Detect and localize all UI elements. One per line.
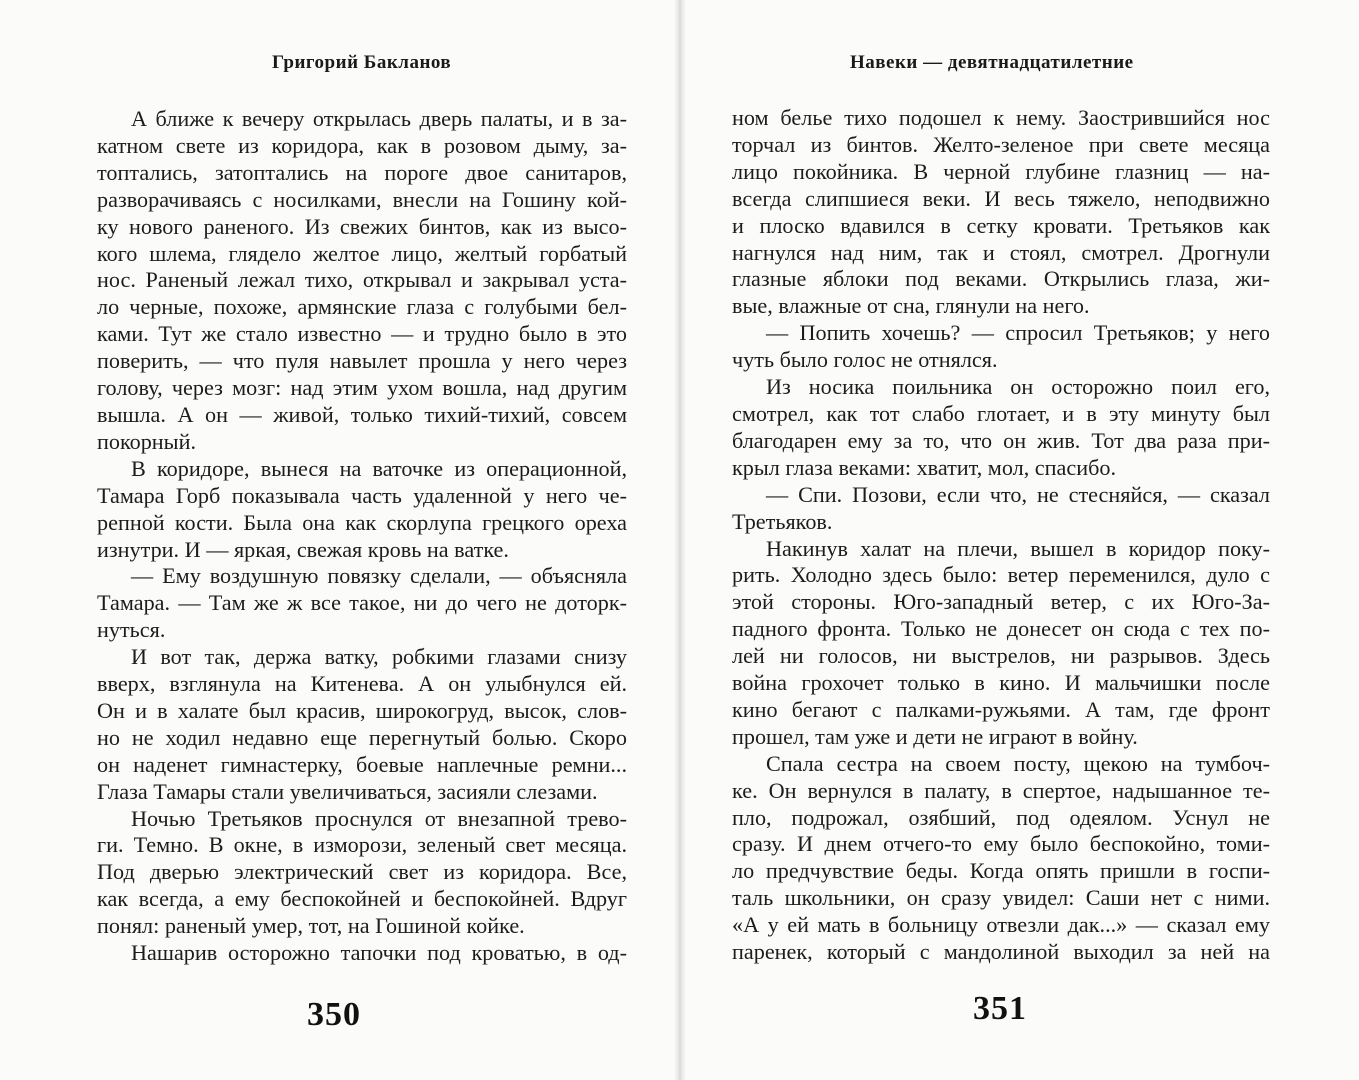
text-line: ку нового раненого. Из свежих бинтов, как из высо- [97,213,627,239]
text-line: вые, влажные от сна, глянули на него. [732,293,1090,319]
text-line: всегда слипшиеся веки. И весь тяжело, неподвижно [732,185,1270,211]
text-line: разворачиваясь с носилками, внесли на Гошину кой- [97,186,627,212]
text-line: крыл глаза веками: хватит, мол, спасибо. [732,454,1117,480]
text-line: чуть было голос не отнялся. [732,347,998,373]
text-line: Нашарив осторожно тапочки под кроватью, в од- [131,940,627,966]
text-line: И вот так, держа ватку, робкими глазами снизу [131,644,627,670]
text-line: кого шлема, глядело желтое лицо, желтый горбатый [97,240,627,266]
text-line: В коридоре, вынеся на ваточке из операционной, [131,455,627,481]
text-line: катном свете из коридора, как в розовом дыму, за- [97,132,627,158]
text-line: ги. Темно. В окне, в изморози, зеленый свет месяца. [97,832,627,858]
right-page-body [732,105,1270,966]
text-line: ке. Он вернулся в палату, в спертое, надышанное те- [732,777,1270,803]
text-line: лицо покойника. В черной глубине глазниц — на- [732,158,1270,184]
page-number-left: 350 [307,996,361,1033]
text-line: — Ему воздушную повязку сделали, — объясняла [131,563,627,589]
text-line: таль школьники, он сразу увидел: Саши нет с ними. [732,885,1270,911]
text-line: Тамара Горб показывала часть удаленной у него че- [97,482,627,508]
text-line: Накинув халат на плечи, вышел в коридор поку- [766,535,1270,561]
text-line: падного фронта. Только не донесет он сюда с тех по- [732,616,1270,642]
text-line: Под дверью электрический свет из коридора. Все, [97,859,627,885]
text-line: Ночью Третьяков проснулся от внезапной трево- [131,805,627,831]
text-line: вышла. А он — живой, только тихий-тихий, совсем [97,401,627,427]
text-line: репной кости. Была она как скорлупа грецкого ореха [97,509,627,535]
page-number-right: 351 [973,990,1027,1027]
text-line: Он и в халате был красив, широкогруд, высок, слов- [97,697,627,723]
text-line: он наденет гимнастерку, боевые наплечные ремни... [97,751,627,777]
left-page [0,0,679,1080]
text-line: топтались, затоптались на пороге двое санитаров, [97,159,627,185]
text-line: этой стороны. Юго-западный ветер, с их Юго-За- [732,589,1270,615]
text-line: благодарен ему за то, что он жив. Тот два раза при- [732,427,1270,453]
text-line: ками. Тут же стало известно — и трудно было в это [97,321,627,347]
text-line: изнутри. И — яркая, свежая кровь на ватке. [97,536,509,562]
text-line: сразу. И днем отчего-то ему было беспокойно, томи- [732,831,1270,857]
text-line: — Спи. Позови, если что, не стесняйся, — сказал [766,481,1270,507]
running-head-title: Навеки — девятнадцатилетние [850,52,1134,73]
text-line: но не ходил недавно еще перегнутый болью. Скоро [97,724,627,750]
text-line: нос. Раненый лежал тихо, открывал и закрывал уста- [97,267,627,293]
text-line: торчал из бинтов. Желто-зеленое при свете месяца [732,131,1270,157]
text-line: А ближе к вечеру открылась дверь палаты, и в за- [131,106,627,131]
text-line: понял: раненый умер, тот, на Гошиной койке. [97,913,525,939]
text-line: — Попить хочешь? — спросил Третьяков; у него [766,320,1270,346]
text-line: покорный. [97,428,197,454]
text-line: ло предчувствие беды. Когда опять пришли в госпи- [732,858,1270,884]
text-line: кино бегают с палками-ружьями. А там, где фронт [732,696,1270,722]
text-line: пло, подрожал, озябший, под одеялом. Уснул не [732,804,1270,830]
text-line: и плоско вдавился в сетку кровати. Третьяков как [732,212,1270,238]
text-line: ном белье тихо подошел к нему. Заострившийся нос [732,105,1270,130]
text-line: Спала сестра на своем посту, щекою на тумбоч- [766,750,1270,776]
left-page-body [97,106,627,967]
right-page [680,0,1359,1080]
text-line: Тамара. — Там же ж все такое, ни до чего не доторк- [97,590,627,616]
text-line: лей ни голосов, ни выстрелов, ни разрывов. Здесь [732,643,1270,669]
text-line: нуться. [97,617,166,643]
text-line: прошел, там уже и дети не играют в войну. [732,723,1138,749]
text-line: «А у ей мать в больницу отвезли дак...» — сказал ему [732,912,1270,938]
text-line: нагнулся над ним, так и стоял, смотрел. Дрогнули [732,239,1270,265]
text-line: Глаза Тамары стали увеличиваться, засияли слезами. [97,778,598,804]
text-line: смотрел, как тот слабо глотает, и в эту минуту был [732,400,1270,426]
text-line: поверить, — что пуля навылет прошла у него через [97,348,627,374]
running-head-author: Григорий Бакланов [272,52,452,73]
text-line: как всегда, а ему беспокойней и беспокойней. Вдруг [97,886,627,912]
text-line: глазные яблоки под веками. Открылись глаза, жи- [732,266,1270,292]
text-line: паренек, который с мандолиной выходил за ней на [732,939,1270,965]
text-line: Из носика поильника он осторожно поил его, [766,374,1270,400]
text-line: Третьяков. [732,508,833,534]
text-line: рить. Холодно здесь было: ветер переменился, дуло с [732,562,1270,588]
text-line: голову, через мозг: над этим ухом вошла, над другим [97,375,627,401]
text-line: ло черные, похоже, армянские глаза с голубыми бел- [97,294,627,320]
text-line: война грохочет только в кино. И мальчишки после [732,670,1270,696]
text-line: вверх, взглянула на Китенева. А он улыбнулся ей. [97,671,627,697]
